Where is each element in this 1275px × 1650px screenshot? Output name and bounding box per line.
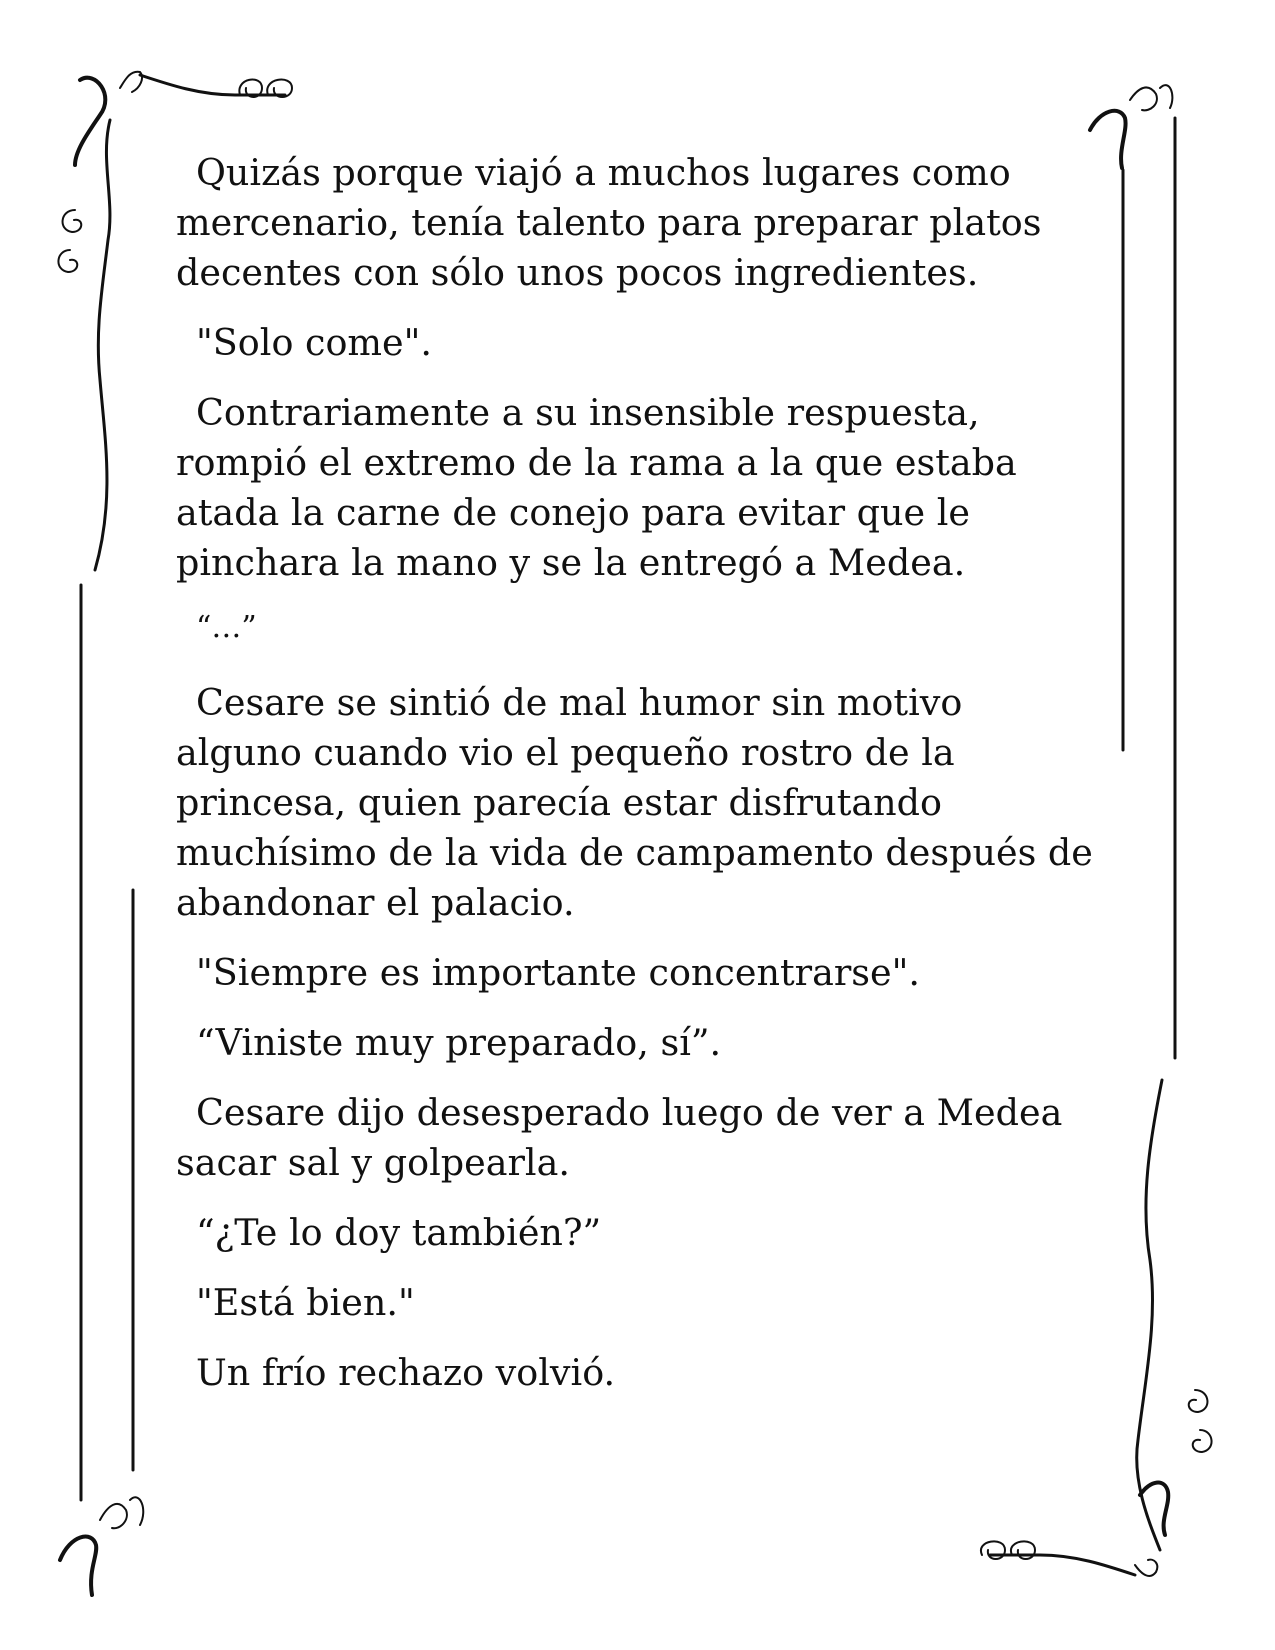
paragraph: "Está bien." [196, 1281, 415, 1324]
left-curls [58, 210, 81, 272]
top-left-flourish [75, 78, 105, 165]
paragraph: Cesare dijo desesperado luego de ver a Medea sacar sal y golpearla. [176, 1091, 1063, 1184]
bottom-right-swirl-line [990, 1555, 1135, 1575]
left-wavy-upper [95, 120, 110, 570]
bottom-right-hook [1135, 1560, 1157, 1576]
top-left-swirl-line [140, 75, 285, 95]
paragraph: Quizás porque viajó a muchos lugares como mercenario, tenía talento para preparar platos decentes con sólo unos pocos ingredientes. [176, 151, 1042, 294]
paragraph: "Solo come". [196, 321, 433, 364]
right-curls [1189, 1390, 1212, 1452]
paragraph: Contrariamente a su insensible respuesta, rompió el extremo de la rama a la que estaba atada la carne de conejo para evitar que le pinchara la mano y se la entregó a Medea. [176, 391, 1017, 584]
paragraph: Cesare se sintió de mal humor sin motivo alguno cuando vio el pequeño rostro de la princesa, quien parecía estar disfrutando muchísimo de la vida de campamento después de abandonar el palacio. [176, 681, 1093, 924]
bottom-left-flourish [60, 1537, 96, 1595]
right-wavy-lower [1137, 1080, 1162, 1550]
paragraph: “Viniste muy preparado, sí”. [196, 1021, 722, 1064]
bottom-left-hook [100, 1497, 143, 1528]
top-right-hook [1130, 85, 1172, 110]
story-text [176, 148, 1096, 1418]
paragraph: “¿Te lo doy también?” [196, 1211, 602, 1254]
paragraph: Un frío rechazo volvió. [196, 1351, 616, 1394]
paragraph: "Siempre es importante concentrarse". [196, 951, 921, 994]
paragraph: “…” [196, 610, 257, 645]
